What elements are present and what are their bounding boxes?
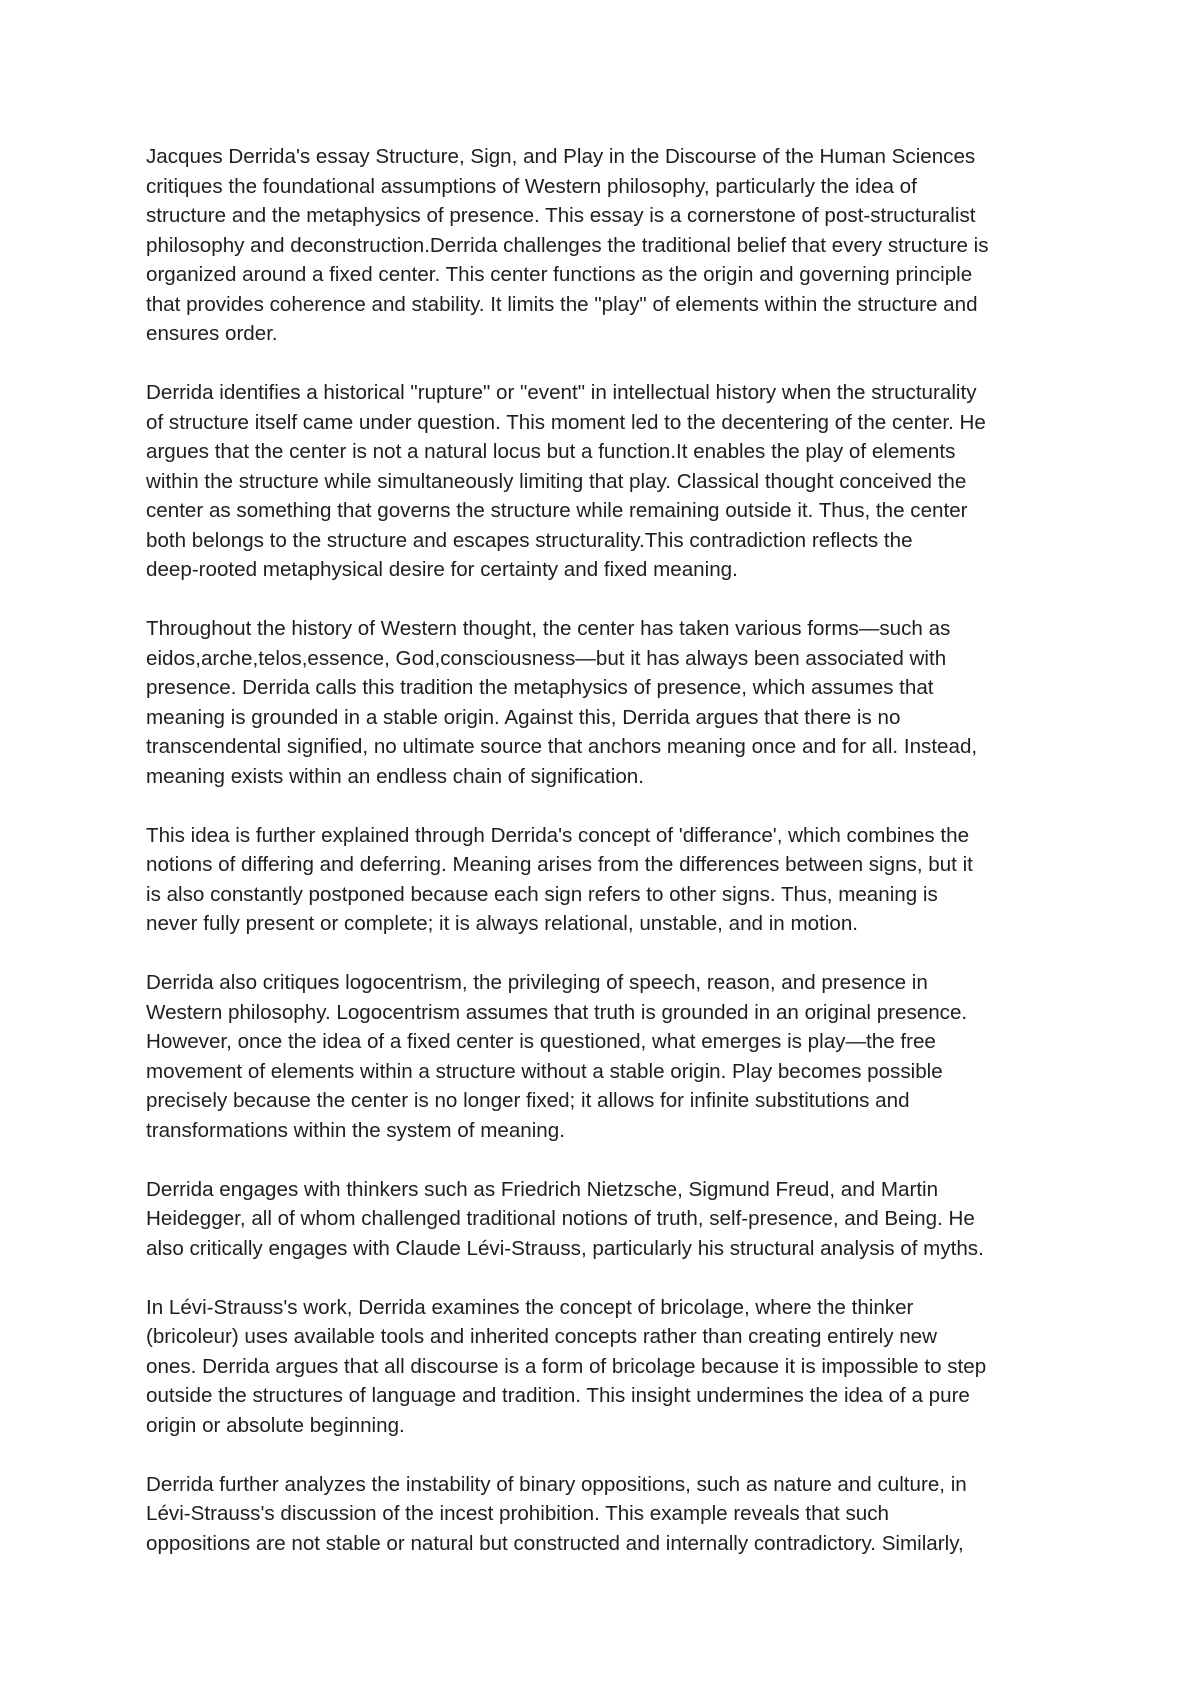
paragraph-3: Throughout the history of Western thought, the center has taken various forms—such as eidos,arche,telos,essence, God,consciousness—but it has always been associated with presence. Derrida calls this tradition the metaphysics of presence, which assumes that meaning is grounded in a stable origin. Against this, Derrida argues that there is no transcendental signified, no ultimate source that anchors meaning once and for all. Instead, meaning exists within an endless chain of signification. — [146, 617, 978, 788]
document-body — [146, 142, 1076, 1588]
paragraph-2: Derrida identifies a historical "rupture" or "event" in intellectual history when the structurality of structure itself came under question. This moment led to the decentering of the center. He argues that the center is not a natural locus but a function.It enables the play of elements within the structure while simultaneously limiting that play. Classical thought conceived the center as something that governs the structure while remaining outside it. Thus, the center both belongs to the structure and escapes structurality.This contradiction reflects the deep-rooted metaphysical desire for certainty and fixed meaning. — [146, 381, 986, 581]
paragraph-8: Derrida further analyzes the instability of binary oppositions, such as nature and culture, in Lévi-Strauss's discussion of the incest prohibition. This example reveals that such oppositions are not stable or natural but constructed and internally contradictory. Similarly, — [146, 1472, 967, 1555]
paragraph-5: Derrida also critiques logocentrism, the privileging of speech, reason, and presence in Western philosophy. Logocentrism assumes that truth is grounded in an original presence. However, once the idea of a fixed center is questioned, what emerges is play—the free movement of elements within a structure without a stable origin. Play becomes possible precisely because the center is no longer fixed; it allows for infinite substitutions and transformations within the system of meaning. — [146, 971, 968, 1142]
paragraph-6: Derrida engages with thinkers such as Friedrich Nietzsche, Sigmund Freud, and Martin Heidegger, all of whom challenged traditional notions of truth, self-presence, and Being. He also critically engages with Claude Lévi-Strauss, particularly his structural analysis of myths. — [146, 1177, 984, 1260]
paragraph-1: Jacques Derrida's essay Structure, Sign, and Play in the Discourse of the Human Sciences critiques the foundational assumptions of Western philosophy, particularly the idea of structure and the metaphysics of presence. This essay is a cornerstone of post-structuralist philosophy and deconstruction.Derrida challenges the traditional belief that every structure is organized around a fixed center. This center functions as the origin and governing principle that provides coherence and stability. It limits the "play" of elements within the structure and ensures order. — [146, 145, 989, 345]
paragraph-7: In Lévi-Strauss's work, Derrida examines the concept of bricolage, where the thinker (bricoleur) uses available tools and inherited concepts rather than creating entirely new ones. Derrida argues that all discourse is a form of bricolage because it is impossible to step outside the structures of language and tradition. This insight undermines the idea of a pure origin or absolute beginning. — [146, 1295, 987, 1437]
paragraph-4: This idea is further explained through Derrida's concept of 'differance', which combines the notions of differing and deferring. Meaning arises from the differences between signs, but it is also constantly postponed because each sign refers to other signs. Thus, meaning is never fully present or complete; it is always relational, unstable, and in motion. — [146, 823, 973, 935]
